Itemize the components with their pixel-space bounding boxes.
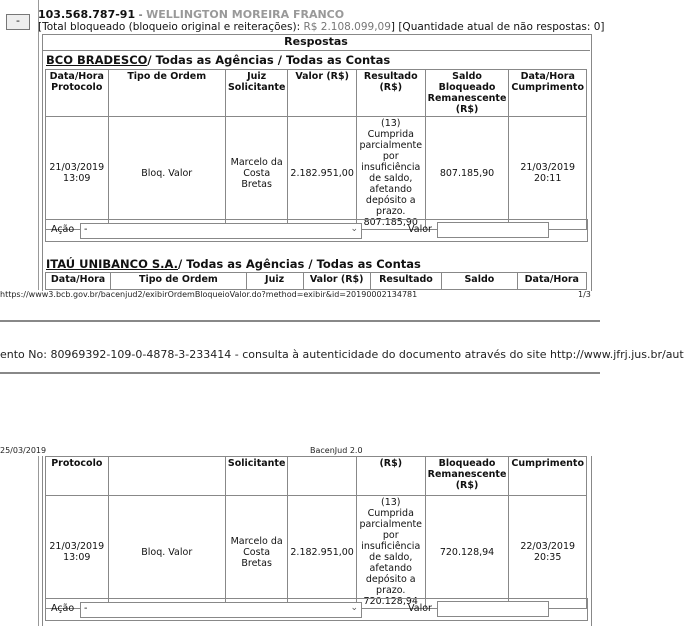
col-resultado: Resultado	[370, 273, 441, 290]
chevron-down-icon: ⌄	[350, 603, 358, 613]
header-separator: -	[135, 8, 147, 21]
page-number: 1/3	[578, 290, 591, 299]
left-gutter	[0, 0, 39, 290]
collapse-button[interactable]: -	[6, 14, 30, 30]
action-row	[45, 219, 588, 242]
bradesco-orders-table	[45, 69, 587, 230]
table-header-row	[46, 273, 587, 290]
acao-select[interactable]	[80, 602, 362, 618]
bank-scope: / Todas as Agências / Todas as Contas	[178, 257, 421, 271]
respostas-title: Respostas	[42, 34, 590, 51]
col-datahora-cumprimento: Data/Hora	[517, 273, 586, 290]
col-datahora-cumprimento: Data/Hora Cumprimento	[509, 70, 587, 117]
col-datahora: Data/Hora	[46, 273, 111, 290]
bank-scope: / Todas as Agências / Todas as Contas	[147, 53, 391, 67]
acao-selected-value: -	[84, 224, 88, 235]
person-name: WELLINGTON MOREIRA FRANCO	[146, 8, 345, 21]
person-id: 103.568.787-91	[38, 8, 136, 21]
valor-label: Valor	[408, 224, 432, 235]
divider	[0, 372, 600, 374]
cell-juiz: Marcelo da Costa Bretas	[225, 117, 287, 230]
certification-line: ento No: 80969392-109-0-4878-3-233414 - consulta à autenticidade do documento através do site http://www.jfrj.jus.br/aut	[0, 348, 684, 361]
bank-itau-header	[46, 257, 421, 271]
left-gutter	[0, 456, 39, 626]
bank-name: BCO BRADESCO	[46, 53, 148, 67]
acao-select[interactable]	[80, 223, 362, 239]
acao-selected-value: -	[84, 603, 88, 614]
valor-input[interactable]	[437, 222, 549, 238]
table-header-row	[46, 457, 587, 496]
cell-tipo: Bloq. Valor	[108, 117, 225, 230]
col-valor-empty	[288, 457, 356, 496]
itau-orders-table-continued	[45, 456, 587, 609]
table-row	[46, 117, 587, 230]
cell-cumprimento: 22/03/2019 20:35	[509, 496, 587, 609]
acao-label: Ação	[51, 603, 75, 614]
valor-input[interactable]	[437, 601, 549, 617]
col-datahora-protocolo: Data/Hora Protocolo	[46, 70, 109, 117]
total-label: [Total bloqueado (bloqueio original e reiterações):	[38, 21, 304, 33]
col-valor: Valor (R$)	[303, 273, 370, 290]
col-resultado: Resultado (R$)	[356, 70, 425, 117]
cell-valor: 2.182.951,00	[288, 117, 356, 230]
col-tipo-ordem: Tipo de Ordem	[111, 273, 247, 290]
col-rs: (R$)	[356, 457, 425, 496]
table-row	[46, 496, 587, 609]
print-date: 25/03/2019	[0, 446, 47, 455]
cell-valor: 2.182.951,00	[288, 496, 356, 609]
cell-saldo: 807.185,90	[425, 117, 509, 230]
col-juiz: Juiz Solicitante	[225, 70, 287, 117]
page-1	[0, 0, 605, 290]
bank-bradesco-header	[46, 53, 390, 67]
action-row	[45, 598, 588, 621]
cell-resultado: (13) Cumprida parcialmente por insuficiência de saldo, afetando depósito a prazo. 720.128,94	[356, 496, 425, 609]
col-saldo: Saldo Bloqueado Remanescente (R$)	[425, 70, 509, 117]
col-protocolo: Protocolo	[46, 457, 109, 496]
app-name: BacenJud 2.0	[310, 446, 363, 455]
cell-resultado: (13) Cumprida parcialmente por insuficiência de saldo, afetando depósito a prazo. 807.185,90	[356, 117, 425, 230]
page-url: https://www3.bcb.gov.br/bacenjud2/exibirOrdemBloqueioValor.do?method=exibir&id=20190002134781	[0, 290, 418, 299]
col-solicitante: Solicitante	[225, 457, 287, 496]
bank-name: ITAÚ UNIBANCO S.A.	[46, 257, 179, 271]
cell-saldo: 720.128,94	[425, 496, 509, 609]
cell-tipo: Bloq. Valor	[108, 496, 225, 609]
cell-cumprimento: 21/03/2019 20:11	[509, 117, 587, 230]
col-juiz: Juiz	[246, 273, 303, 290]
total-value: R$ 2.108.099,09	[303, 21, 391, 33]
divider	[0, 320, 600, 322]
acao-label: Ação	[51, 224, 75, 235]
valor-label: Valor	[408, 603, 432, 614]
col-bloqueado: Bloqueado Remanescente (R$)	[425, 457, 509, 496]
table-header-row	[46, 70, 587, 117]
itau-orders-table	[45, 272, 587, 290]
col-valor: Valor (R$)	[288, 70, 356, 117]
person-header	[38, 8, 344, 21]
chevron-down-icon: ⌄	[350, 224, 358, 234]
total-summary	[38, 21, 605, 33]
col-cumprimento: Cumprimento	[509, 457, 587, 496]
non-response-count: ] [Quantidade atual de não respostas: 0]	[390, 21, 605, 33]
cell-protocolo: 21/03/2019 13:09	[46, 117, 109, 230]
col-saldo: Saldo	[442, 273, 518, 290]
col-tipo-empty	[108, 457, 225, 496]
cell-juiz: Marcelo da Costa Bretas	[225, 496, 287, 609]
cell-protocolo: 21/03/2019 13:09	[46, 496, 109, 609]
col-tipo-ordem: Tipo de Ordem	[108, 70, 225, 117]
